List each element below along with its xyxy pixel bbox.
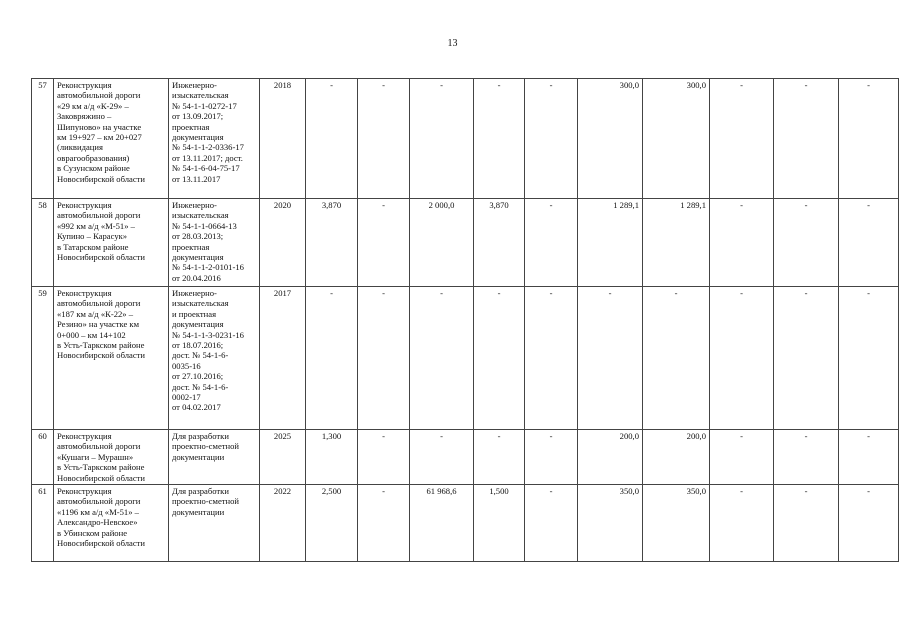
documentation: Инженерно- изыскательская № 54-1-1-0272-17 от 13.09.2017; проектная документация № 54-1-1-2-0336-17 от 13.11.2017; дост. № 54-1-6-04-75-17 от 13.11.2017 (169, 79, 260, 199)
value-cell: - (525, 485, 578, 562)
documentation: Инженерно- изыскательская и проектная документация № 54-1-1-3-0231-16 от 18.07.2016; дост. № 54-1-6- 0035-16 от 27.10.2016; дост. № 54-1-6- 0002-17 от 04.02.2017 (169, 287, 260, 430)
value-cell: 300,0 (643, 79, 710, 199)
value-cell: - (525, 287, 578, 430)
value-cell: - (774, 287, 839, 430)
value-cell: 1 289,1 (578, 199, 643, 287)
value-cell: - (306, 79, 358, 199)
value-cell: 350,0 (578, 485, 643, 562)
value-cell: - (774, 79, 839, 199)
table-row (32, 287, 899, 430)
value-cell: - (525, 79, 578, 199)
object-name: Реконструкция автомобильной дороги «187 км а/д «К-22» – Резино» на участке км 0+000 – км 14+102 в Усть-Таркском районе Новосибирской области (54, 287, 169, 430)
value-cell: - (839, 79, 899, 199)
value-cell: - (410, 430, 474, 485)
value-cell: - (358, 485, 410, 562)
value-cell: - (474, 287, 525, 430)
value-cell: - (839, 287, 899, 430)
value-cell: - (710, 430, 774, 485)
value-cell: - (306, 287, 358, 430)
row-number: 60 (32, 430, 54, 485)
value-cell: - (710, 485, 774, 562)
year: 2025 (260, 430, 306, 485)
value-cell: - (643, 287, 710, 430)
value-cell: - (578, 287, 643, 430)
year: 2018 (260, 79, 306, 199)
value-cell: - (774, 430, 839, 485)
value-cell: - (358, 287, 410, 430)
value-cell: - (525, 430, 578, 485)
table-row (32, 485, 899, 562)
value-cell: - (358, 199, 410, 287)
page-number: 13 (447, 38, 458, 49)
object-name: Реконструкция автомобильной дороги «Кушаги – Мурашн» в Усть-Таркском районе Новосибирской области (54, 430, 169, 485)
value-cell: 350,0 (643, 485, 710, 562)
value-cell: - (839, 430, 899, 485)
object-name: Реконструкция автомобильной дороги «992 км а/д «М-51» – Купино – Карасук» в Татарском районе Новосибирской области (54, 199, 169, 287)
value-cell: 1,300 (306, 430, 358, 485)
value-cell: - (839, 199, 899, 287)
value-cell: - (410, 79, 474, 199)
row-number: 59 (32, 287, 54, 430)
value-cell: - (710, 79, 774, 199)
value-cell: 1,500 (474, 485, 525, 562)
row-number: 58 (32, 199, 54, 287)
table-row (32, 430, 899, 485)
documentation: Для разработки проектно-сметной документации (169, 430, 260, 485)
value-cell: 2,500 (306, 485, 358, 562)
value-cell: - (525, 199, 578, 287)
year: 2017 (260, 287, 306, 430)
value-cell: - (774, 485, 839, 562)
year: 2020 (260, 199, 306, 287)
object-name: Реконструкция автомобильной дороги «29 км а/д «К-29» – Заковряжино – Шипуново» на участке км 19+927 – км 20+027 (ликвидация оврагообразования) в Сузунском районе Новосибирской области (54, 79, 169, 199)
table-row (32, 199, 899, 287)
value-cell: 200,0 (643, 430, 710, 485)
value-cell: 1 289,1 (643, 199, 710, 287)
value-cell: - (358, 430, 410, 485)
value-cell: - (839, 485, 899, 562)
value-cell: - (358, 79, 410, 199)
object-name: Реконструкция автомобильной дороги «1196 км а/д «М-51» – Александро-Невское» в Убинском районе Новосибирской области (54, 485, 169, 562)
table-row (32, 79, 899, 199)
value-cell: 200,0 (578, 430, 643, 485)
value-cell: - (474, 79, 525, 199)
value-cell: 3,870 (306, 199, 358, 287)
year: 2022 (260, 485, 306, 562)
documentation: Для разработки проектно-сметной документации (169, 485, 260, 562)
row-number: 61 (32, 485, 54, 562)
documentation: Инженерно- изыскательская № 54-1-1-0664-13 от 28.03.2013; проектная документация № 54-1-1-2-0101-16 от 20.04.2016 (169, 199, 260, 287)
value-cell: 3,870 (474, 199, 525, 287)
road-reconstruction-table (31, 78, 899, 562)
value-cell: - (474, 430, 525, 485)
value-cell: - (774, 199, 839, 287)
value-cell: - (710, 287, 774, 430)
value-cell: - (410, 287, 474, 430)
value-cell: - (710, 199, 774, 287)
row-number: 57 (32, 79, 54, 199)
value-cell: 61 968,6 (410, 485, 474, 562)
value-cell: 2 000,0 (410, 199, 474, 287)
value-cell: 300,0 (578, 79, 643, 199)
